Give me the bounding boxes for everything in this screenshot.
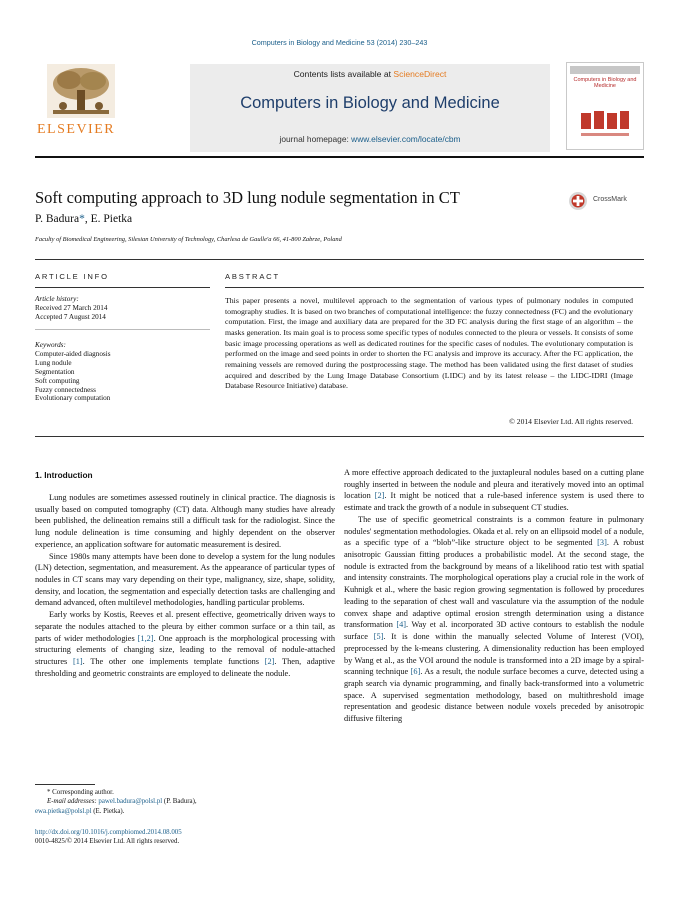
accepted-date: Accepted 7 August 2014 — [35, 312, 106, 321]
paragraph: Early works by Kostis, Reeves et al. present effective, geometrically driven ways to separate the nodules attached to the pleura by either common surface or a thin tail, as parts of wider methodologies [1,2]. One approach is the morphological processing with structuring elements of changing size, leading to the removal of nodule-attached structures [1]. The other one implements template functions [2]. Then, adaptive thresholding and geometric constraints are employed to delineate the nodule. — [35, 610, 335, 678]
doi-link[interactable]: http://dx.doi.org/10.1016/j.compbiomed.2014.08.005 — [35, 829, 182, 836]
crossmark-label: CrossMark — [593, 196, 627, 203]
title-rule — [35, 259, 644, 260]
doi-block — [35, 828, 182, 847]
affiliation: Faculty of Biomedical Engineering, Silesian University of Technology, Charlesa de Gaulle'a 66, 41-800 Zabrze, Poland — [35, 236, 342, 243]
keywords-block — [35, 341, 210, 403]
paragraph: A more effective approach dedicated to the juxtapleural nodules based on a cutting plane roughly inserted in between the nodule and pleura and iteratively moved into an optimal location [2]. It might be noticed that a rule-based inference system is used there to estimate and track the growth of a nodule in subsequent CT studies. — [344, 468, 644, 513]
cover-art-icon — [577, 99, 633, 145]
citation-link[interactable]: [3] — [597, 538, 607, 548]
history-divider — [35, 329, 210, 330]
keyword: Evolutionary computation — [35, 394, 111, 403]
keyword: Lung nodule — [35, 358, 72, 367]
right-column — [344, 467, 644, 725]
homepage-prefix: journal homepage: — [279, 134, 352, 144]
corresponding-marker[interactable]: * — [79, 213, 85, 225]
cover-title: Computers in Biology and Medicine — [573, 77, 637, 90]
issn-line: 0010-4825/© 2014 Elsevier Ltd. All rights reserved. — [35, 838, 180, 846]
author-pietka[interactable]: E. Pietka — [90, 213, 133, 225]
info-rule — [35, 287, 210, 288]
paragraph: The use of specific geometrical constraints is a common feature in pulmonary nodules' segmentation methodologies. Okada et al. rely on an ellipsoid model of a nodule, as a specific type of a “blob”-like structure object to be segmented [3]. A robust anisotropic Gaussian fitting produces a probabilistic model. At the second stage, the nodule is extracted from the background by means of a likelihood ratio test with spatial and intensity constraints. The morphological operations play a crucial role in the work of Kuhnigk et al., where the basic region growing segmentation is followed by procedures leading to the separation of chest wall and vasculature via the assumption of the nodule convex shape and adaptive optimal erosion strength determination using a distance transformation [4]. Way et al. incorporated 3D active contours to establish the nodule surface [5]. It is done within the manually selected Volume of Interest (VOI), preprocessed by the k-means clustering. A dimensionality reduction has been employed by Wang et al., as the VOI around the nodule is transformed into a 2D image by a spiral-scanning technique [6]. As a result, the nodule surface becomes a curve, detected using a graph search via dynamic programming, and finally back-transformed into a volumetric space. A supervised segmentation methodology, based on multithreshold image representation and geodesic distance between nodule voxels preceded by anisotropic diffusive filtering — [344, 514, 645, 724]
cover-header-bar — [570, 66, 640, 74]
email-link[interactable]: ewa.pietka@polsl.pl — [35, 807, 92, 815]
journal-cover[interactable] — [566, 62, 644, 150]
journal-citation[interactable]: Computers in Biology and Medicine 53 (2014) 230–243 — [251, 38, 428, 47]
history-label: Article history: — [35, 295, 79, 303]
paragraph: Since 1980s many attempts have been done to develop a system for the lung nodules (LN) detection, segmentation, and measurement. As the appearance of particular types of nodules in CT scans may vary depending on their type, malignancy, size, shape, solidity, density, and location, the segmentation and especially detection tasks are challenging and demand advanced, often multilevel methodologies, handling particular problems. — [35, 551, 335, 608]
keyword: Soft computing — [35, 376, 80, 385]
author-separator: , — [84, 213, 91, 225]
citation-link[interactable]: [2] — [374, 491, 385, 501]
keyword: Fuzzy connectedness — [35, 385, 96, 394]
abstract-copyright: © 2014 Elsevier Ltd. All rights reserved. — [509, 417, 633, 426]
citation-link[interactable]: [1,2] — [137, 633, 154, 643]
elsevier-tree-icon — [47, 64, 115, 118]
email-line-2: ewa.pietka@polsl.pl (E. Pietka). — [35, 807, 125, 815]
keywords-label: Keywords: — [35, 341, 66, 349]
abstract-text: This paper presents a novel, multilevel approach to the segmentation of various types of pulmonary nodules in computed tomography studies. It is based on two branches of computational intelligence: the fuzzy connectedness (FC) and the evolutionary computation. First, the image and auxiliary data are prepared for the 3D FC analysis during the first stage of an algorithm – the masks generation. Its main goal is to process some specific types of nodules connected to the pleura or vessels. It consists of some basic image processing operations as well as dedicated routines for the specific cases of nodules. The evolutionary computation is performed on the image and seed points in order to shorten the FC analysis and improve its accuracy. After the FC application, the remaining vessels are removed during the postprocessing stage. The method has been validated using the first dataset of studies acquired and described by the Lung Image Database Consortium (LIDC) and by its latest release – the LIDC-IDRI (Image Database Resource Initiative) database. — [225, 296, 633, 391]
left-column — [35, 492, 335, 680]
article-info-heading: ARTICLE INFO — [35, 272, 109, 281]
abstract-rule — [225, 287, 644, 288]
homepage-link[interactable]: www.elsevier.com/locate/cbm — [351, 134, 461, 144]
footnote-rule — [35, 784, 95, 785]
section-heading-introduction: 1. Introduction — [35, 470, 93, 480]
citation-link[interactable]: [6] — [410, 667, 421, 677]
citation-link[interactable]: [4] — [396, 620, 407, 630]
sciencedirect-link[interactable]: ScienceDirect — [393, 69, 447, 79]
crossmark-badge[interactable] — [568, 191, 638, 213]
corresponding-note: * Corresponding author. — [47, 789, 114, 796]
crossmark-icon — [568, 191, 588, 211]
abstract-heading: ABSTRACT — [225, 272, 280, 281]
citation-link[interactable]: [1] — [72, 657, 83, 667]
email-line: E-mail addresses: pawel.badura@polsl.pl (P. Badura), — [47, 798, 197, 806]
author-list — [35, 213, 132, 225]
email-link[interactable]: pawel.badura@polsl.pl — [98, 798, 163, 806]
contents-line — [190, 69, 550, 79]
paragraph: Lung nodules are sometimes assessed routinely in clinical practice. The diagnosis is usually based on computed tomography (CT) data. Although many studies have already been published, the delineation remains still a difficult task for the radiologist. Since the lung nodule delineation is time consuming and highly dependent on the observer experience, an application software for automatic measurement is desired. — [35, 493, 335, 549]
journal-title: Computers in Biology and Medicine — [240, 94, 500, 112]
footnote — [35, 788, 335, 816]
elsevier-wordmark: ELSEVIER — [37, 122, 116, 137]
contents-prefix: Contents lists available at — [293, 69, 394, 79]
homepage-line — [190, 134, 550, 144]
author-badura[interactable]: P. Badura — [35, 213, 80, 225]
header-rule — [35, 156, 644, 158]
keyword: Computer-aided diagnosis — [35, 349, 111, 358]
keyword: Segmentation — [35, 367, 75, 376]
citation-link[interactable]: [5] — [373, 632, 384, 642]
received-date: Received 27 March 2014 — [35, 303, 108, 312]
article-history — [35, 295, 210, 322]
abstract-bottom-rule — [35, 436, 644, 437]
elsevier-logo[interactable] — [35, 60, 195, 152]
citation-link[interactable]: [2] — [264, 657, 275, 667]
journal-banner — [190, 64, 550, 152]
article-title: Soft computing approach to 3D lung nodule segmentation in CT — [35, 188, 460, 207]
